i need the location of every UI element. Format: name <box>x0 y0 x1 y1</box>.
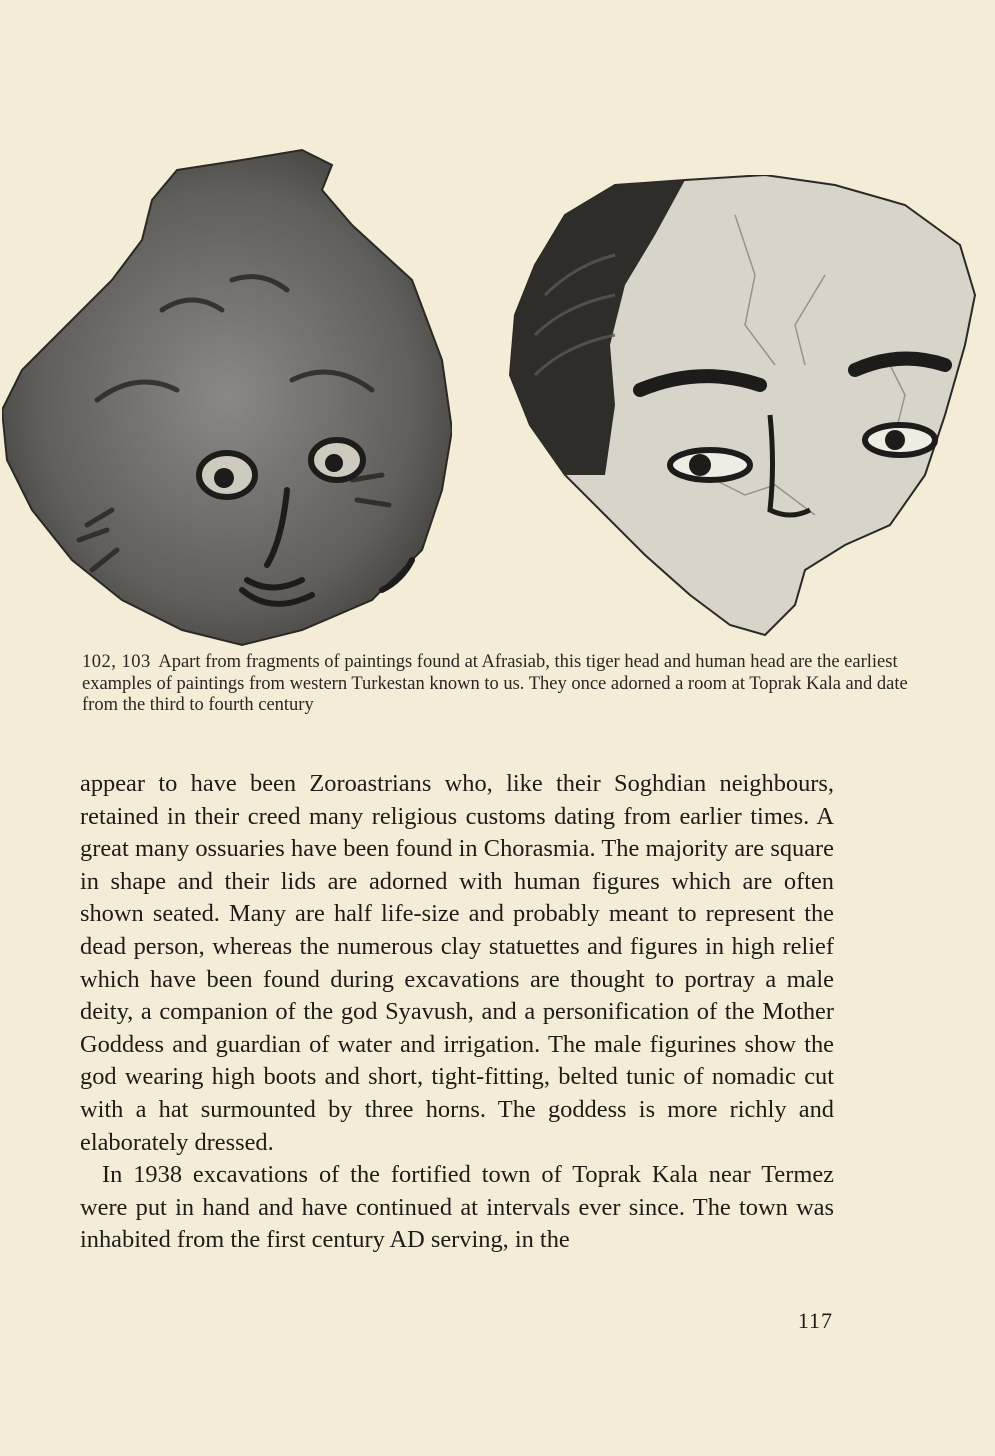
figure-caption <box>82 652 927 717</box>
figure-plates <box>0 120 995 650</box>
body-text <box>80 768 834 1257</box>
page-number: 117 <box>797 1308 833 1333</box>
paragraph-2: In 1938 excavations of the fortified town of Toprak Kala near Termez were put in hand and have continued at intervals ever since. The town was inhabited from the first century AD serving, in the <box>80 1161 834 1254</box>
paragraph-1: appear to have been Zoroastrians who, like their Soghdian neighbours, retained in their creed many religious customs dating from earlier times. A great many ossuaries have been found in Chorasmia. The majority are square in shape and their lids are adorned with human figures which are often shown seated. Many are half life-size and probably meant to represent the dead person, whereas the numerous clay statuettes and figures in high relief which have been found during excavations are thought to portray a male deity, a companion of the god Syavush, and a personification of the Mother Goddess and guardian of water and irrigation. The male figurines show the god wearing high boots and short, tight-fitting, belted tunic of nomadic cut with a hat surmounted by three horns. The goddess is more richly and elaborately dressed. <box>80 770 834 1156</box>
figure-numbers: 102, 103 <box>82 652 151 672</box>
human-head-painting-fragment <box>505 175 985 645</box>
tiger-head-painting-fragment <box>2 130 452 650</box>
caption-text: Apart from fragments of paintings found at Afrasiab, this tiger head and human head are the earliest examples of paintings from western Turkestan known to us. They once adorned a room at Toprak Kala and date from the third to fourth century <box>82 652 908 715</box>
